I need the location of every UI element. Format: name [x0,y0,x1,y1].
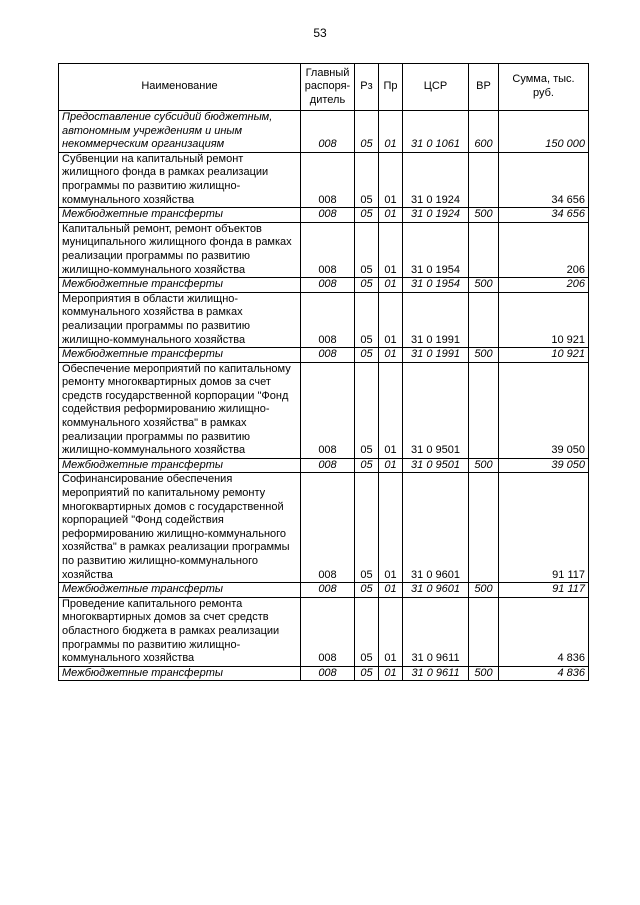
row-sum: 39 050 [499,362,589,458]
row-rz: 05 [355,111,379,153]
row-vr: 500 [469,348,499,363]
row-csr: 31 0 1991 [403,348,469,363]
row-sum: 34 656 [499,152,589,207]
row-csr: 31 0 9611 [403,597,469,666]
table-row [59,583,589,598]
row-csr: 31 0 1061 [403,111,469,153]
table-row [59,458,589,473]
header-csr: ЦСР [403,64,469,111]
row-vr [469,362,499,458]
row-pr: 01 [379,278,403,293]
row-glavny: 008 [301,666,355,681]
row-glavny: 008 [301,583,355,598]
row-glavny: 008 [301,362,355,458]
row-name: Субвенции на капитальный ремонт жилищного фонда в рамках реализации программы по развитию жилищно-коммунального хозяйства [59,152,301,207]
header-vr: ВР [469,64,499,111]
row-pr: 01 [379,362,403,458]
row-rz: 05 [355,666,379,681]
row-name: Обеспечение мероприятий по капитальному ремонту многоквартирных домов за счет средств государственной корпорации "Фонд содействия реформированию жилищно-коммунального хозяйства" в рамках реализации программы по развитию жилищно-коммунального хозяйства [59,362,301,458]
row-name: Межбюджетные трансферты [59,278,301,293]
header-rz: Рз [355,64,379,111]
header-glavny: Главный распоря-дитель [301,64,355,111]
row-vr: 500 [469,208,499,223]
table-row [59,348,589,363]
row-vr: 500 [469,278,499,293]
row-pr: 01 [379,222,403,277]
row-csr: 31 0 9601 [403,583,469,598]
row-rz: 05 [355,597,379,666]
table-header-row [59,64,589,111]
row-vr: 500 [469,458,499,473]
row-pr: 01 [379,152,403,207]
row-csr: 31 0 9601 [403,473,469,583]
row-rz: 05 [355,292,379,347]
row-glavny: 008 [301,292,355,347]
row-name: Межбюджетные трансферты [59,208,301,223]
row-vr: 500 [469,666,499,681]
row-glavny: 008 [301,597,355,666]
row-name: Мероприятия в области жилищно-коммунального хозяйства в рамках реализации программы по развитию жилищно-коммунального хозяйства [59,292,301,347]
row-vr: 600 [469,111,499,153]
row-rz: 05 [355,152,379,207]
row-sum: 10 921 [499,348,589,363]
row-pr: 01 [379,666,403,681]
row-glavny: 008 [301,208,355,223]
row-pr: 01 [379,208,403,223]
table-row [59,278,589,293]
page-number: 53 [313,26,327,40]
row-rz: 05 [355,278,379,293]
row-name: Проведение капитального ремонта многоквартирных домов за счет средств областного бюджета в рамках реализации программы по развитию жилищно-коммунального хозяйства [59,597,301,666]
row-csr: 31 0 1924 [403,152,469,207]
table-row [59,152,589,207]
table-row [59,292,589,347]
row-glavny: 008 [301,278,355,293]
header-name: Наименование [59,64,301,111]
row-vr: 500 [469,583,499,598]
budget-table [58,63,589,681]
row-sum: 34 656 [499,208,589,223]
row-csr: 31 0 1954 [403,222,469,277]
table-row [59,362,589,458]
row-rz: 05 [355,583,379,598]
row-sum: 91 117 [499,473,589,583]
row-rz: 05 [355,222,379,277]
row-sum: 4 836 [499,666,589,681]
row-sum: 4 836 [499,597,589,666]
row-pr: 01 [379,458,403,473]
row-sum: 150 000 [499,111,589,153]
row-pr: 01 [379,473,403,583]
row-glavny: 008 [301,222,355,277]
row-name: Межбюджетные трансферты [59,458,301,473]
row-pr: 01 [379,348,403,363]
row-sum: 10 921 [499,292,589,347]
row-vr [469,597,499,666]
row-sum: 206 [499,278,589,293]
table-row [59,597,589,666]
row-glavny: 008 [301,152,355,207]
row-rz: 05 [355,208,379,223]
header-pr: Пр [379,64,403,111]
row-name: Межбюджетные трансферты [59,666,301,681]
row-sum: 91 117 [499,583,589,598]
row-name: Капитальный ремонт, ремонт объектов муниципального жилищного фонда в рамках реализации программы по развитию жилищно-коммунального хозяйства [59,222,301,277]
row-vr [469,152,499,207]
row-pr: 01 [379,597,403,666]
row-rz: 05 [355,362,379,458]
row-name: Софинансирование обеспечения мероприятий по капитальному ремонту многоквартирных домов с государственной корпорацией "Фонд содействия реформированию жилищно-коммунального хозяйства" в рамках реализации программы по развитию жилищно-коммунального хозяйства [59,473,301,583]
row-vr [469,473,499,583]
row-vr [469,292,499,347]
row-rz: 05 [355,473,379,583]
row-csr: 31 0 1954 [403,278,469,293]
row-name: Межбюджетные трансферты [59,348,301,363]
table-row [59,222,589,277]
row-vr [469,222,499,277]
row-csr: 31 0 9501 [403,458,469,473]
row-glavny: 008 [301,348,355,363]
row-glavny: 008 [301,473,355,583]
row-csr: 31 0 1991 [403,292,469,347]
row-csr: 31 0 9611 [403,666,469,681]
row-csr: 31 0 9501 [403,362,469,458]
row-glavny: 008 [301,111,355,153]
table-row [59,111,589,153]
row-rz: 05 [355,458,379,473]
row-name: Межбюджетные трансферты [59,583,301,598]
row-rz: 05 [355,348,379,363]
table-row [59,208,589,223]
row-sum: 206 [499,222,589,277]
row-pr: 01 [379,111,403,153]
row-glavny: 008 [301,458,355,473]
row-csr: 31 0 1924 [403,208,469,223]
header-sum: Сумма, тыс. руб. [499,64,589,111]
row-pr: 01 [379,292,403,347]
row-pr: 01 [379,583,403,598]
row-name: Предоставление субсидий бюджетным, автономным учреждениям и иным некоммерческим организациям [59,111,301,153]
table-row [59,666,589,681]
table-row [59,473,589,583]
row-sum: 39 050 [499,458,589,473]
